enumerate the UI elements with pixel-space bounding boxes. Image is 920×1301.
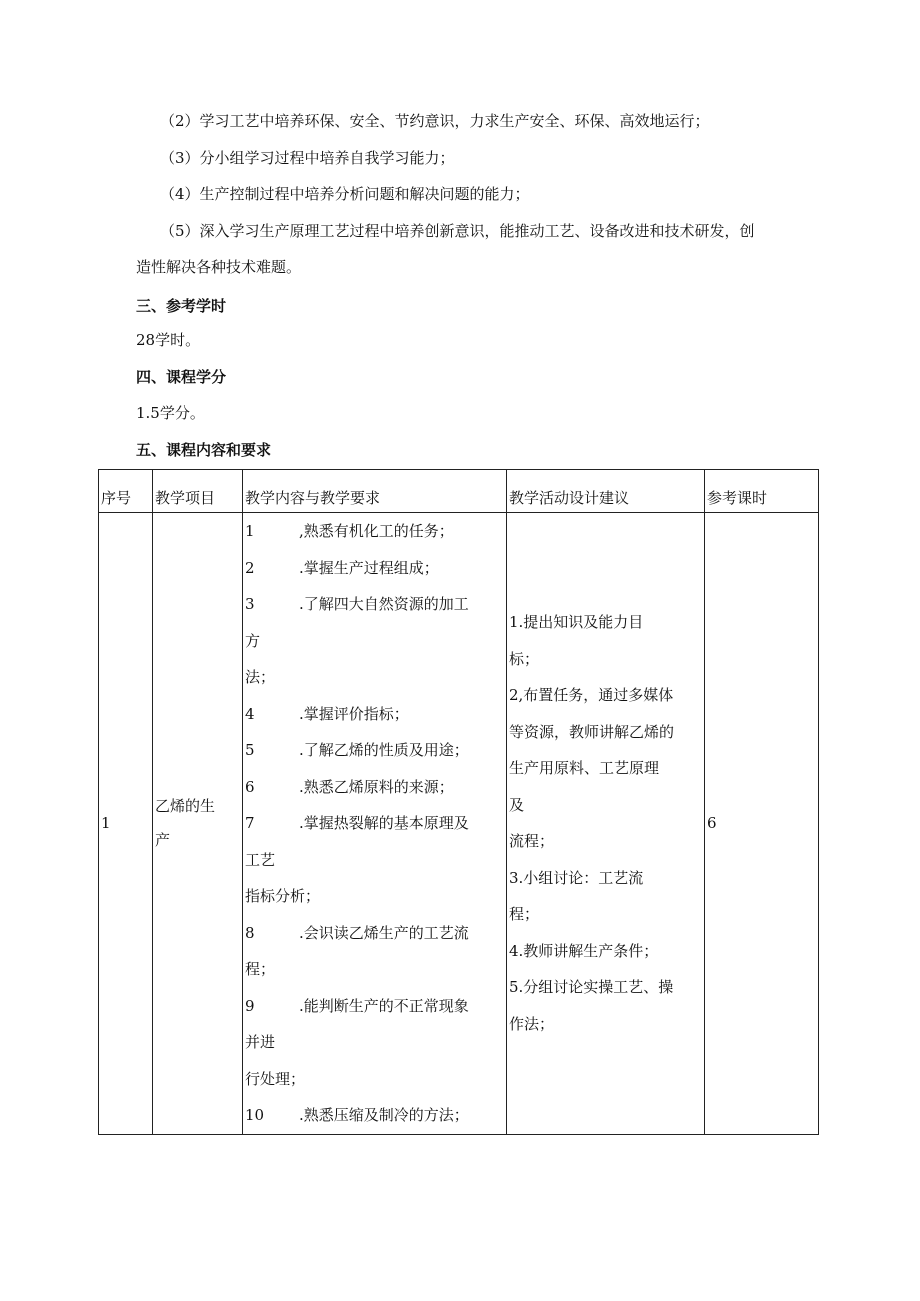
activity-line: 5.分组讨论实操工艺、操	[509, 978, 674, 997]
content-line-text: 并进	[245, 1033, 276, 1051]
paragraph-4: （4）生产控制过程中培养分析问题和解决问题的能力；	[160, 185, 530, 203]
course-content-table	[98, 469, 819, 1135]
activity-line: 及	[509, 795, 525, 814]
content-line	[245, 878, 506, 915]
content-line-text: .掌握评价指标；	[299, 704, 409, 723]
activity-line: 作法；	[509, 1014, 555, 1033]
paragraph-2: （2）学习工艺中培养环保、安全、节约意识，力求生产安全、环保、高效地运行；	[160, 112, 710, 130]
content-line-number: 4	[245, 704, 255, 723]
table-row	[99, 513, 819, 1135]
header-index: 序号	[99, 470, 153, 513]
row-project-line-1: 乙烯的生	[155, 797, 216, 816]
content-line-text: 工艺	[245, 850, 276, 869]
content-line-text: .熟悉乙烯原料的来源；	[299, 777, 454, 796]
header-hours: 参考课时	[705, 470, 819, 513]
content-line	[245, 769, 506, 806]
section-3-heading: 三、参考学时	[136, 297, 227, 315]
row-project	[153, 513, 243, 1135]
content-line-text: .掌握热裂解的基本原理及	[299, 814, 469, 832]
row-content	[243, 513, 507, 1135]
content-line-number: 8	[245, 923, 255, 942]
content-line-text: 指标分析；	[245, 887, 321, 905]
row-activities	[507, 513, 705, 1135]
activity-line: 2,布置任务，通过多媒体	[509, 686, 674, 705]
content-line-number: 3	[245, 595, 255, 613]
activity-line: 程；	[509, 905, 540, 924]
row-index: 1	[99, 513, 153, 1135]
content-line	[245, 842, 506, 879]
content-line-number: 7	[245, 814, 255, 832]
content-line-number: 10	[245, 1106, 265, 1124]
content-line	[245, 513, 506, 550]
content-line-number: 5	[245, 741, 255, 759]
content-line-number: 6	[245, 777, 255, 796]
section-5-heading: 五、课程内容和要求	[136, 441, 272, 459]
content-line	[245, 1024, 506, 1061]
activity-line: 生产用原料、工艺原理	[509, 759, 660, 778]
activity-line: 等资源，教师讲解乙烯的	[509, 722, 675, 741]
content-line	[245, 805, 506, 842]
content-line-text: ,熟悉有机化工的任务；	[299, 522, 454, 540]
section-4-heading: 四、课程学分	[136, 368, 227, 386]
content-line-text: .会识读乙烯生产的工艺流	[299, 923, 469, 942]
paragraph-5-line-2: 造性解决各种技术难题。	[136, 258, 302, 276]
header-activity: 教学活动设计建议	[507, 470, 705, 513]
content-line-text: 法；	[245, 668, 276, 686]
content-line-text: .掌握生产过程组成；	[299, 558, 439, 577]
section-4-text: 1.5学分。	[136, 404, 205, 422]
activity-line: 1.提出知识及能力目	[509, 613, 644, 632]
content-line	[245, 696, 506, 733]
content-line-text: .了解乙烯的性质及用途；	[299, 741, 469, 759]
paragraph-5	[136, 213, 836, 285]
content-line	[245, 659, 506, 696]
content-line-text: 行处理；	[245, 1069, 306, 1088]
content-line	[245, 915, 506, 952]
table-header-row	[99, 470, 819, 513]
content-line	[245, 1061, 506, 1098]
content-line-text: .能判断生产的不正常现象	[299, 996, 469, 1015]
activity-line: 4.教师讲解生产条件；	[509, 941, 659, 960]
activity-line: 流程；	[509, 832, 555, 851]
content-line-text: .熟悉压缩及制冷的方法；	[299, 1106, 469, 1124]
row-project-line-2: 产	[155, 831, 171, 850]
content-line	[245, 1097, 506, 1134]
content-line	[245, 586, 506, 623]
content-line-number: 2	[245, 558, 255, 577]
header-content: 教学内容与教学要求	[243, 470, 507, 513]
activity-line: 标；	[509, 649, 540, 668]
activity-line: 3.小组讨论：工艺流	[509, 868, 644, 887]
content-line	[245, 623, 506, 660]
content-line-text: 程；	[245, 960, 276, 978]
paragraph-5-line-1: （5）深入学习生产原理工艺过程中培养创新意识，能推动工艺、设备改进和技术研发，创	[160, 222, 755, 240]
content-line-number: 1	[245, 522, 255, 540]
content-line-number: 9	[245, 996, 255, 1015]
row-hours: 6	[705, 513, 819, 1135]
content-line	[245, 951, 506, 988]
content-line-text: .了解四大自然资源的加工	[299, 595, 469, 613]
content-line	[245, 732, 506, 769]
paragraph-3: （3）分小组学习过程中培养自我学习能力；	[160, 149, 455, 167]
header-project: 教学项目	[153, 470, 243, 513]
content-line-text: 方	[245, 631, 261, 650]
content-line	[245, 988, 506, 1025]
section-3-text: 28学时。	[136, 331, 201, 349]
content-line	[245, 550, 506, 587]
